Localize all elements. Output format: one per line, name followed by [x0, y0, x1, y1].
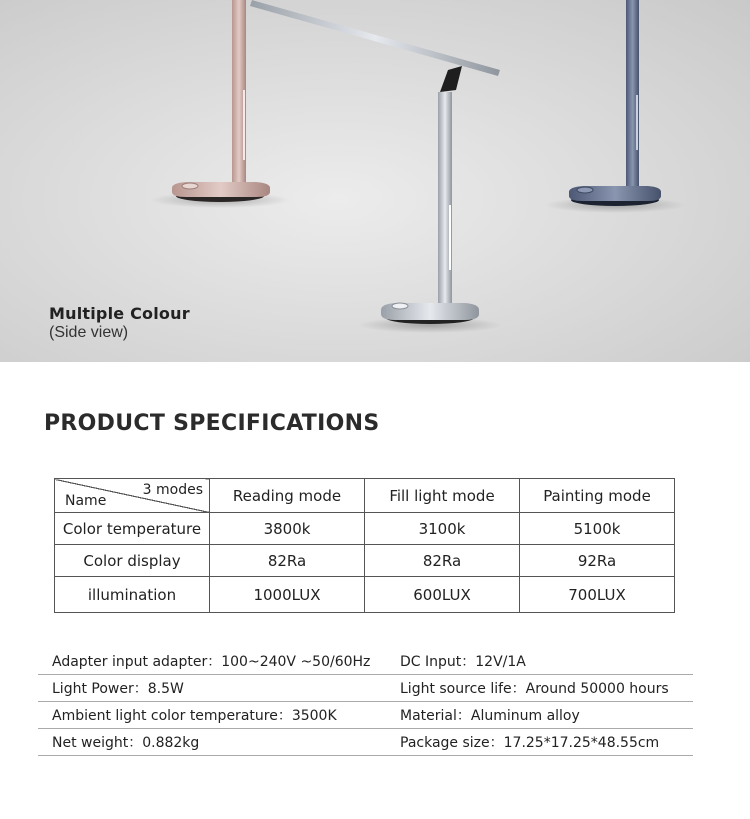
list-item	[38, 729, 693, 756]
list-item	[38, 648, 693, 675]
row-name: illumination	[55, 577, 210, 613]
list-item	[38, 702, 693, 729]
spec-ambient-color-temperature: Ambient light color temperature：3500K	[52, 708, 337, 724]
spec-package-size: Package size：17.25*17.25*48.55cm	[400, 735, 660, 751]
row-name: Color display	[55, 545, 210, 577]
row-name: Color temperature	[55, 513, 210, 545]
rose-gold-lamp	[150, 0, 290, 208]
table-cell: 3800k	[210, 513, 365, 545]
table-row	[55, 545, 675, 577]
specifications-heading: PRODUCT SPECIFICATIONS	[44, 411, 380, 436]
product-hero-image	[0, 0, 750, 362]
silver-lamp	[250, 0, 502, 333]
caption-subtitle: (Side view)	[49, 324, 129, 341]
spec-material: Material：Aluminum alloy	[400, 708, 580, 724]
table-cell: 92Ra	[520, 545, 675, 577]
table-cell: 600LUX	[365, 577, 520, 613]
spec-light-source-life: Light source life：Around 50000 hours	[400, 681, 669, 697]
table-cell: 82Ra	[365, 545, 520, 577]
corner-modes-label: 3 modes	[142, 482, 203, 498]
table-header-row	[55, 479, 675, 513]
table-cell: 700LUX	[520, 577, 675, 613]
table-cell: 1000LUX	[210, 577, 365, 613]
list-item	[38, 675, 693, 702]
spec-adapter-input: Adapter input adapter：100~240V ~50/60Hz	[52, 654, 371, 670]
spec-dc-input: DC Input：12V/1A	[400, 654, 526, 670]
spec-net-weight: Net weight：0.882kg	[52, 735, 200, 751]
header-fill-light-mode: Fill light mode	[365, 479, 520, 513]
spec-details-list	[38, 648, 693, 756]
modes-table	[54, 478, 675, 613]
table-cell: 5100k	[520, 513, 675, 545]
table-cell: 3100k	[365, 513, 520, 545]
navy-lamp	[545, 0, 685, 213]
spec-light-power: Light Power：8.5W	[52, 681, 184, 697]
table-row	[55, 577, 675, 613]
hero-caption	[49, 304, 190, 342]
corner-name-label: Name	[65, 493, 107, 509]
header-painting-mode: Painting mode	[520, 479, 675, 513]
table-corner-cell	[55, 479, 210, 513]
table-cell: 82Ra	[210, 545, 365, 577]
caption-title: Multiple Colour	[49, 304, 190, 323]
table-row	[55, 513, 675, 545]
header-reading-mode: Reading mode	[210, 479, 365, 513]
